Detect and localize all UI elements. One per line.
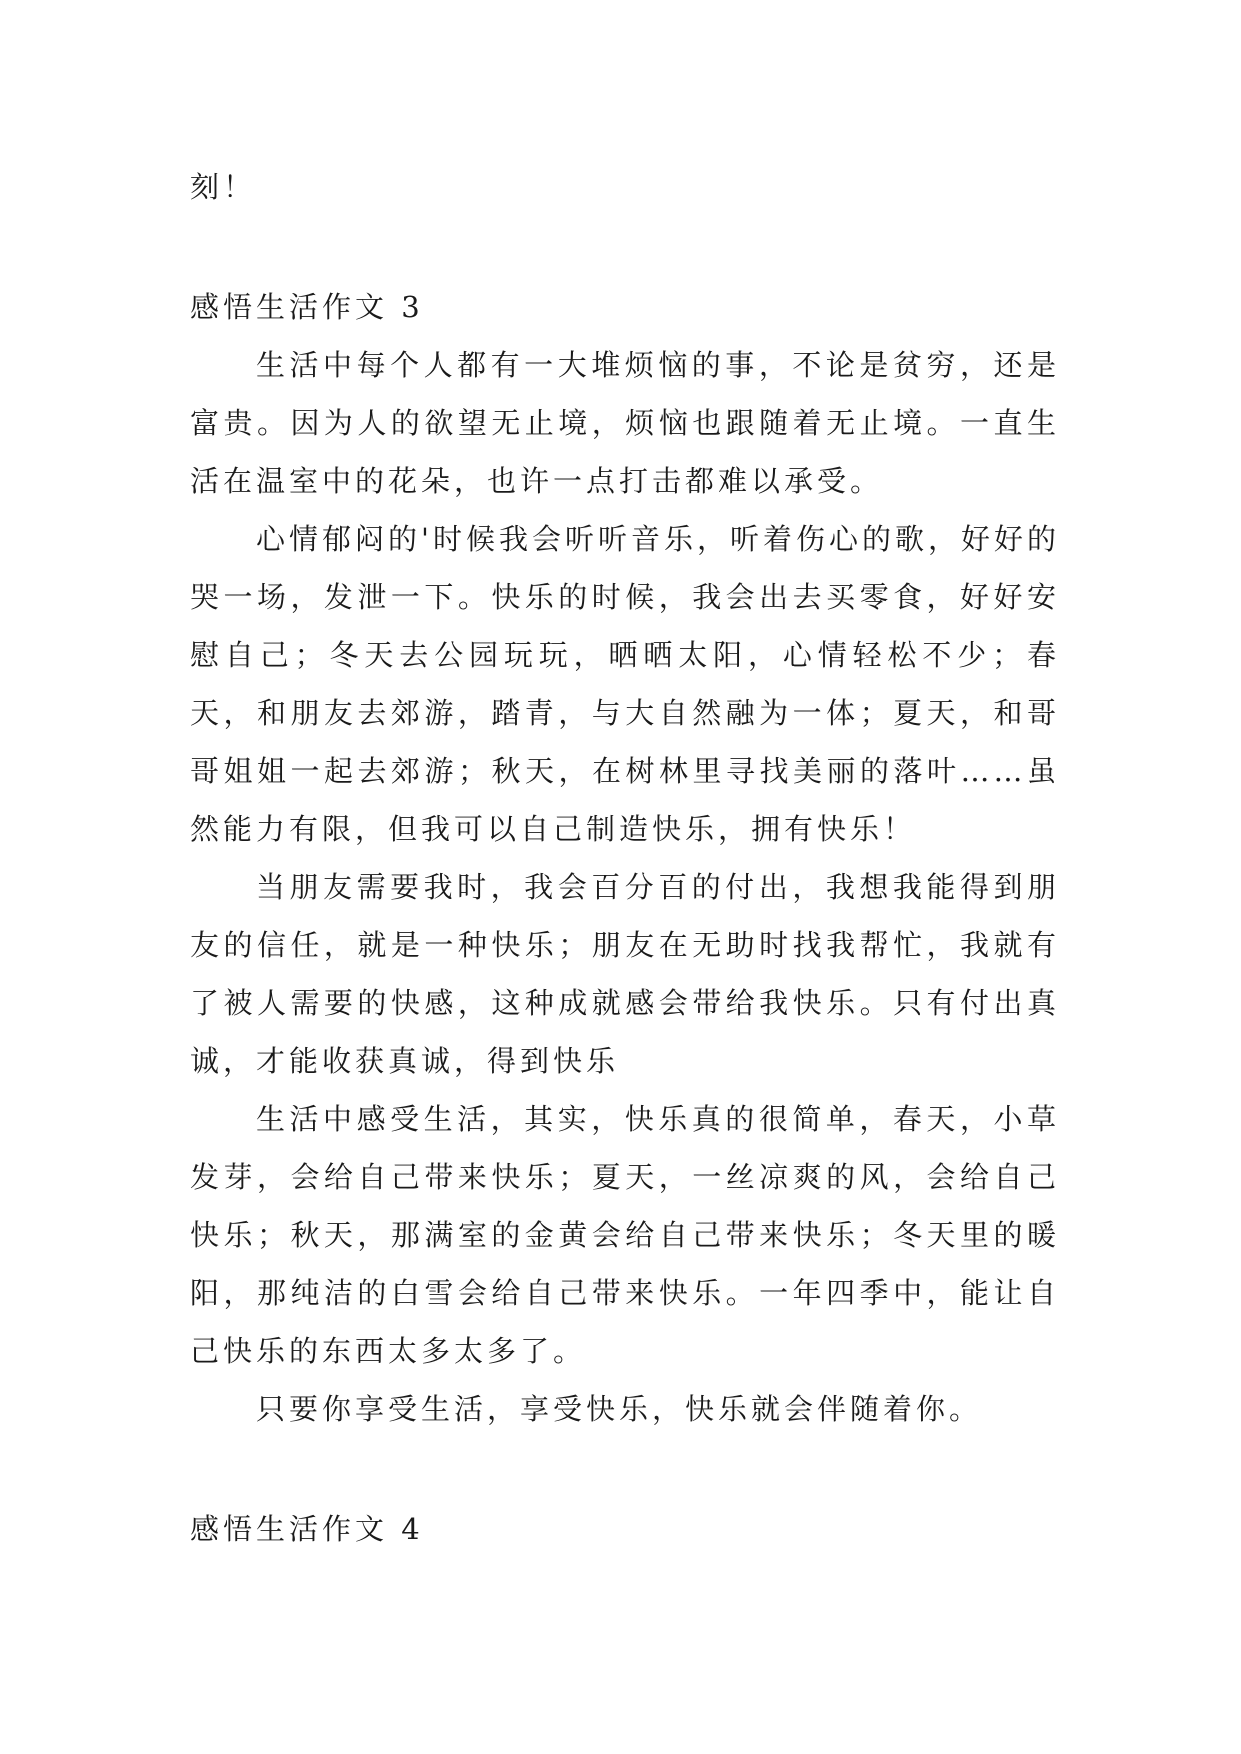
- body-paragraph: 生活中感受生活，其实，快乐真的很简单，春天，小草发芽，会给自己带来快乐；夏天，一丝凉爽的风，会给自己快乐；秋天，那满室的金黄会给自己带来快乐；冬天里的暖阳，那纯洁的白雪会给自己带来快乐。一年四季中，能让自己快乐的东西太多太多了。: [190, 1102, 1060, 1368]
- section-title-3: 感悟生活作文 3: [190, 290, 424, 324]
- section-title-4: 感悟生活作文 4: [190, 1512, 424, 1546]
- section-body-3: [190, 336, 1060, 1438]
- body-paragraph: 只要你享受生活，享受快乐，快乐就会伴随着你。: [256, 1392, 983, 1426]
- body-paragraph: 心情郁闷的'时候我会听听音乐，听着伤心的歌，好好的哭一场，发泄一下。快乐的时候，我会出去买零食，好好安慰自己；冬天去公园玩玩，晒晒太阳，心情轻松不少；春天，和朋友去郊游，踏青，与大自然融为一体；夏天，和哥哥姐姐一起去郊游；秋天，在树林里寻找美丽的落叶……虽然能力有限，但我可以自己制造快乐，拥有快乐！: [190, 522, 1060, 846]
- body-paragraph: 生活中每个人都有一大堆烦恼的事，不论是贫穷，还是富贵。因为人的欲望无止境，烦恼也跟随着无止境。一直生活在温室中的花朵，也许一点打击都难以承受。: [190, 348, 1060, 498]
- body-paragraph: 当朋友需要我时，我会百分百的付出，我想我能得到朋友的信任，就是一种快乐；朋友在无助时找我帮忙，我就有了被人需要的快感，这种成就感会带给我快乐。只有付出真诚，才能收获真诚，得到快乐: [190, 870, 1060, 1078]
- continued-text-fragment: 刻！: [190, 170, 257, 204]
